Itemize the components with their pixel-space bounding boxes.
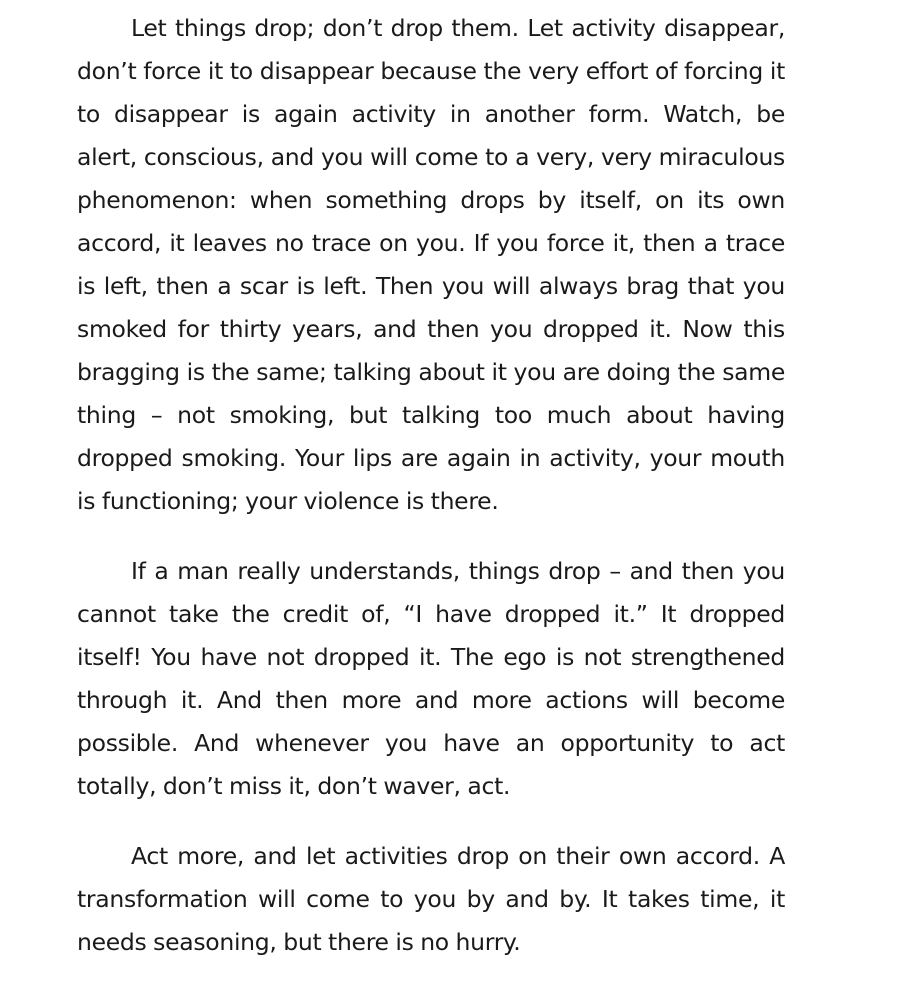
paragraph-3: Act more, and let activities drop on their own accord. A transformation will come to you by and by. It takes time, it needs seasoning, but there is no hurry.	[77, 842, 785, 956]
document-body	[77, 7, 785, 991]
paragraph-1: Let things drop; don’t drop them. Let activity disappear, don’t force it to disappear because the very effort of forcing it to disappear is again activity in another form. Watch, be alert, conscious, and you will come to a very, very miraculous phenomenon: when something drops by itself, on its own accord, it leaves no trace on you. If you force it, then a trace is left, then a scar is left. Then you will always brag that you smoked for thirty years, and then you dropped it. Now this bragging is the same; talking about it you are doing the same thing – not smoking, but talking too much about having dropped smoking. Your lips are again in activity, your mouth is functioning; your violence is there.	[77, 14, 785, 515]
paragraph-2: If a man really understands, things drop – and then you cannot take the credit of, “I have dropped it.” It dropped itself! You have not dropped it. The ego is not strengthened through it. And then more and more actions will become possible. And whenever you have an opportunity to act totally, don’t miss it, don’t waver, act.	[77, 557, 785, 800]
